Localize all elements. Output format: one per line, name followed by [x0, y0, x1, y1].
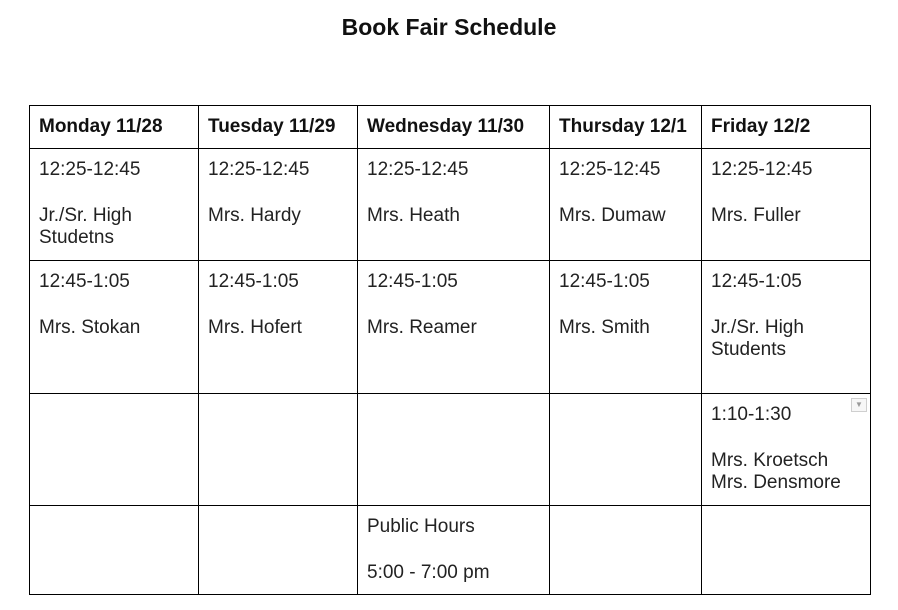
schedule-cell[interactable] [358, 394, 550, 506]
day-header-friday: Friday 12/2 [702, 106, 871, 149]
slot-teacher: Mrs. Hardy [208, 205, 301, 226]
page-title: Book Fair Schedule [341, 14, 557, 40]
schedule-cell[interactable] [30, 506, 199, 595]
slot-teacher: Mrs. Stokan [39, 317, 141, 338]
schedule-cell[interactable] [358, 261, 550, 394]
slot-time: 12:25-12:45 [711, 159, 813, 180]
slot-teacher: Mrs. Heath [367, 205, 460, 226]
slot-time: 12:25-12:45 [39, 159, 141, 180]
schedule-cell[interactable] [550, 506, 702, 595]
schedule-cell[interactable] [550, 149, 702, 261]
schedule-cell[interactable] [702, 394, 871, 506]
schedule-cell[interactable] [702, 261, 871, 394]
slot-teacher: 5:00 - 7:00 pm [367, 562, 490, 583]
slot-teacher: Mrs. Dumaw [559, 205, 666, 226]
schedule-table [29, 105, 871, 595]
schedule-cell[interactable] [30, 149, 199, 261]
slot-teacher: Mrs. Kroetsch [711, 450, 829, 471]
schedule-cell[interactable] [550, 261, 702, 394]
slot-time: 12:45-1:05 [367, 271, 458, 292]
schedule-cell[interactable] [30, 261, 199, 394]
day-header-monday: Monday 11/28 [30, 106, 199, 149]
slot-teacher: Jr./Sr. High Studetns [39, 205, 132, 248]
slot-time: 12:45-1:05 [559, 271, 650, 292]
schedule-cell[interactable] [30, 394, 199, 506]
slot-teacher-2: Mrs. Densmore [711, 472, 841, 493]
schedule-cell[interactable] [358, 506, 550, 595]
day-header-wednesday: Wednesday 11/30 [358, 106, 550, 149]
slot-teacher: Mrs. Fuller [711, 205, 801, 226]
slot-time: 12:25-12:45 [367, 159, 469, 180]
day-header-tuesday: Tuesday 11/29 [199, 106, 358, 149]
schedule-cell[interactable] [358, 149, 550, 261]
slot-teacher: Mrs. Hofert [208, 317, 302, 338]
schedule-cell[interactable] [199, 506, 358, 595]
table-row [30, 506, 871, 595]
schedule-cell[interactable] [199, 261, 358, 394]
slot-time: 12:45-1:05 [208, 271, 299, 292]
schedule-cell[interactable] [702, 506, 871, 595]
schedule-cell[interactable] [550, 394, 702, 506]
slot-time: 1:10-1:30 [711, 404, 792, 425]
schedule-cell[interactable] [702, 149, 871, 261]
dropdown-arrow-icon[interactable]: ▼ [851, 398, 867, 412]
table-row [30, 149, 871, 261]
slot-time: 12:45-1:05 [39, 271, 130, 292]
slot-time: 12:25-12:45 [559, 159, 661, 180]
slot-teacher: Jr./Sr. High Students [711, 317, 804, 360]
table-row [30, 394, 871, 506]
slot-time: Public Hours [367, 516, 475, 537]
header-row [30, 106, 871, 149]
slot-time: 12:25-12:45 [208, 159, 310, 180]
slot-teacher: Mrs. Smith [559, 317, 650, 338]
schedule-cell[interactable] [199, 394, 358, 506]
schedule-cell[interactable] [199, 149, 358, 261]
day-header-thursday: Thursday 12/1 [550, 106, 702, 149]
table-row [30, 261, 871, 394]
slot-teacher: Mrs. Reamer [367, 317, 477, 338]
slot-time: 12:45-1:05 [711, 271, 802, 292]
